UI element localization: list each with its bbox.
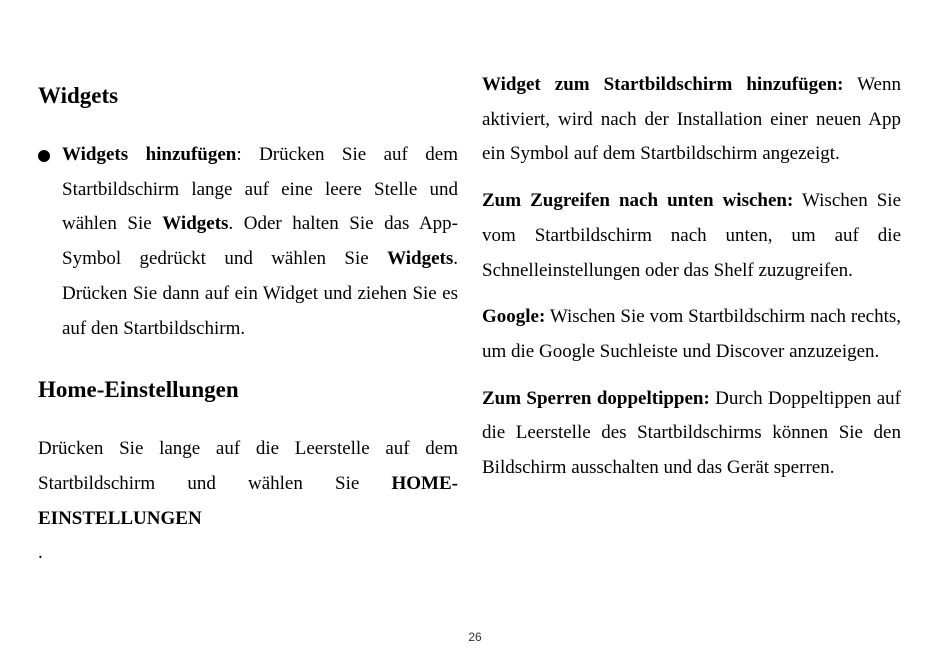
widgets-term: Widgets — [162, 213, 229, 235]
setting-item-text: Wischen Sie vom Startbildschirm nach rechts, um die Google Suchleiste und Discover anzuzeigen. — [482, 306, 901, 362]
setting-item-title: Zum Sperren doppeltippen: — [482, 387, 710, 409]
widgets-bullet-item — [38, 138, 458, 346]
bullet-text-part: : Drücken Sie auf dem Startbildschirm lange auf eine leere Stelle und wählen Sie — [62, 144, 458, 235]
bullet-text-part: . Oder halten Sie das App-Symbol gedrückt und wählen Sie — [62, 213, 458, 270]
setting-item-text: Wischen Sie vom Startbildschirm nach unten, um auf die Schnelleinstellungen oder das Shelf zuzugreifen. — [482, 190, 901, 281]
left-column — [38, 76, 458, 571]
setting-item-google — [482, 300, 901, 369]
setting-item-title: Zum Zugreifen nach unten wischen: — [482, 190, 794, 212]
home-paragraph-end: . — [38, 542, 43, 564]
setting-item-double-tap-lock — [482, 382, 901, 486]
bullet-text-part: . Drücken Sie dann auf ein Widget und ziehen Sie es auf den Startbildschirm. — [62, 248, 458, 339]
home-settings-heading: Home-Einstellungen — [38, 377, 239, 403]
setting-item-title: Widget zum Startbildschirm hinzufügen: — [482, 74, 844, 95]
widgets-add-lead: Widgets hinzufügen — [62, 144, 237, 165]
setting-item-swipe-down — [482, 184, 901, 288]
setting-item-add-widget — [482, 68, 901, 172]
right-column — [482, 68, 901, 498]
bullet-dot-icon — [38, 150, 50, 162]
widgets-bullet-text — [62, 138, 458, 346]
page-number: 26 — [468, 630, 482, 644]
widgets-heading: Widgets — [38, 83, 119, 108]
home-settings-term: HOME-EINSTELLUNGEN — [38, 472, 458, 529]
home-paragraph-line: Drücken Sie lange auf die Leerstelle auf dem — [38, 438, 458, 460]
home-paragraph-text: Startbildschirm und wählen Sie — [38, 472, 392, 494]
setting-item-title: Google: — [482, 306, 546, 328]
setting-item-text: Durch Doppeltippen auf die Leerstelle des Startbildschirms können Sie den Bildschirm ausschalten und das Gerät sperren. — [482, 387, 901, 479]
home-paragraph-line — [38, 467, 458, 536]
setting-item-text: Wenn aktiviert, wird nach der Installation einer neuen App ein Symbol auf dem Startbildschirm angezeigt. — [482, 74, 901, 165]
widgets-term: Widgets — [387, 248, 454, 270]
home-settings-paragraph — [38, 432, 458, 571]
